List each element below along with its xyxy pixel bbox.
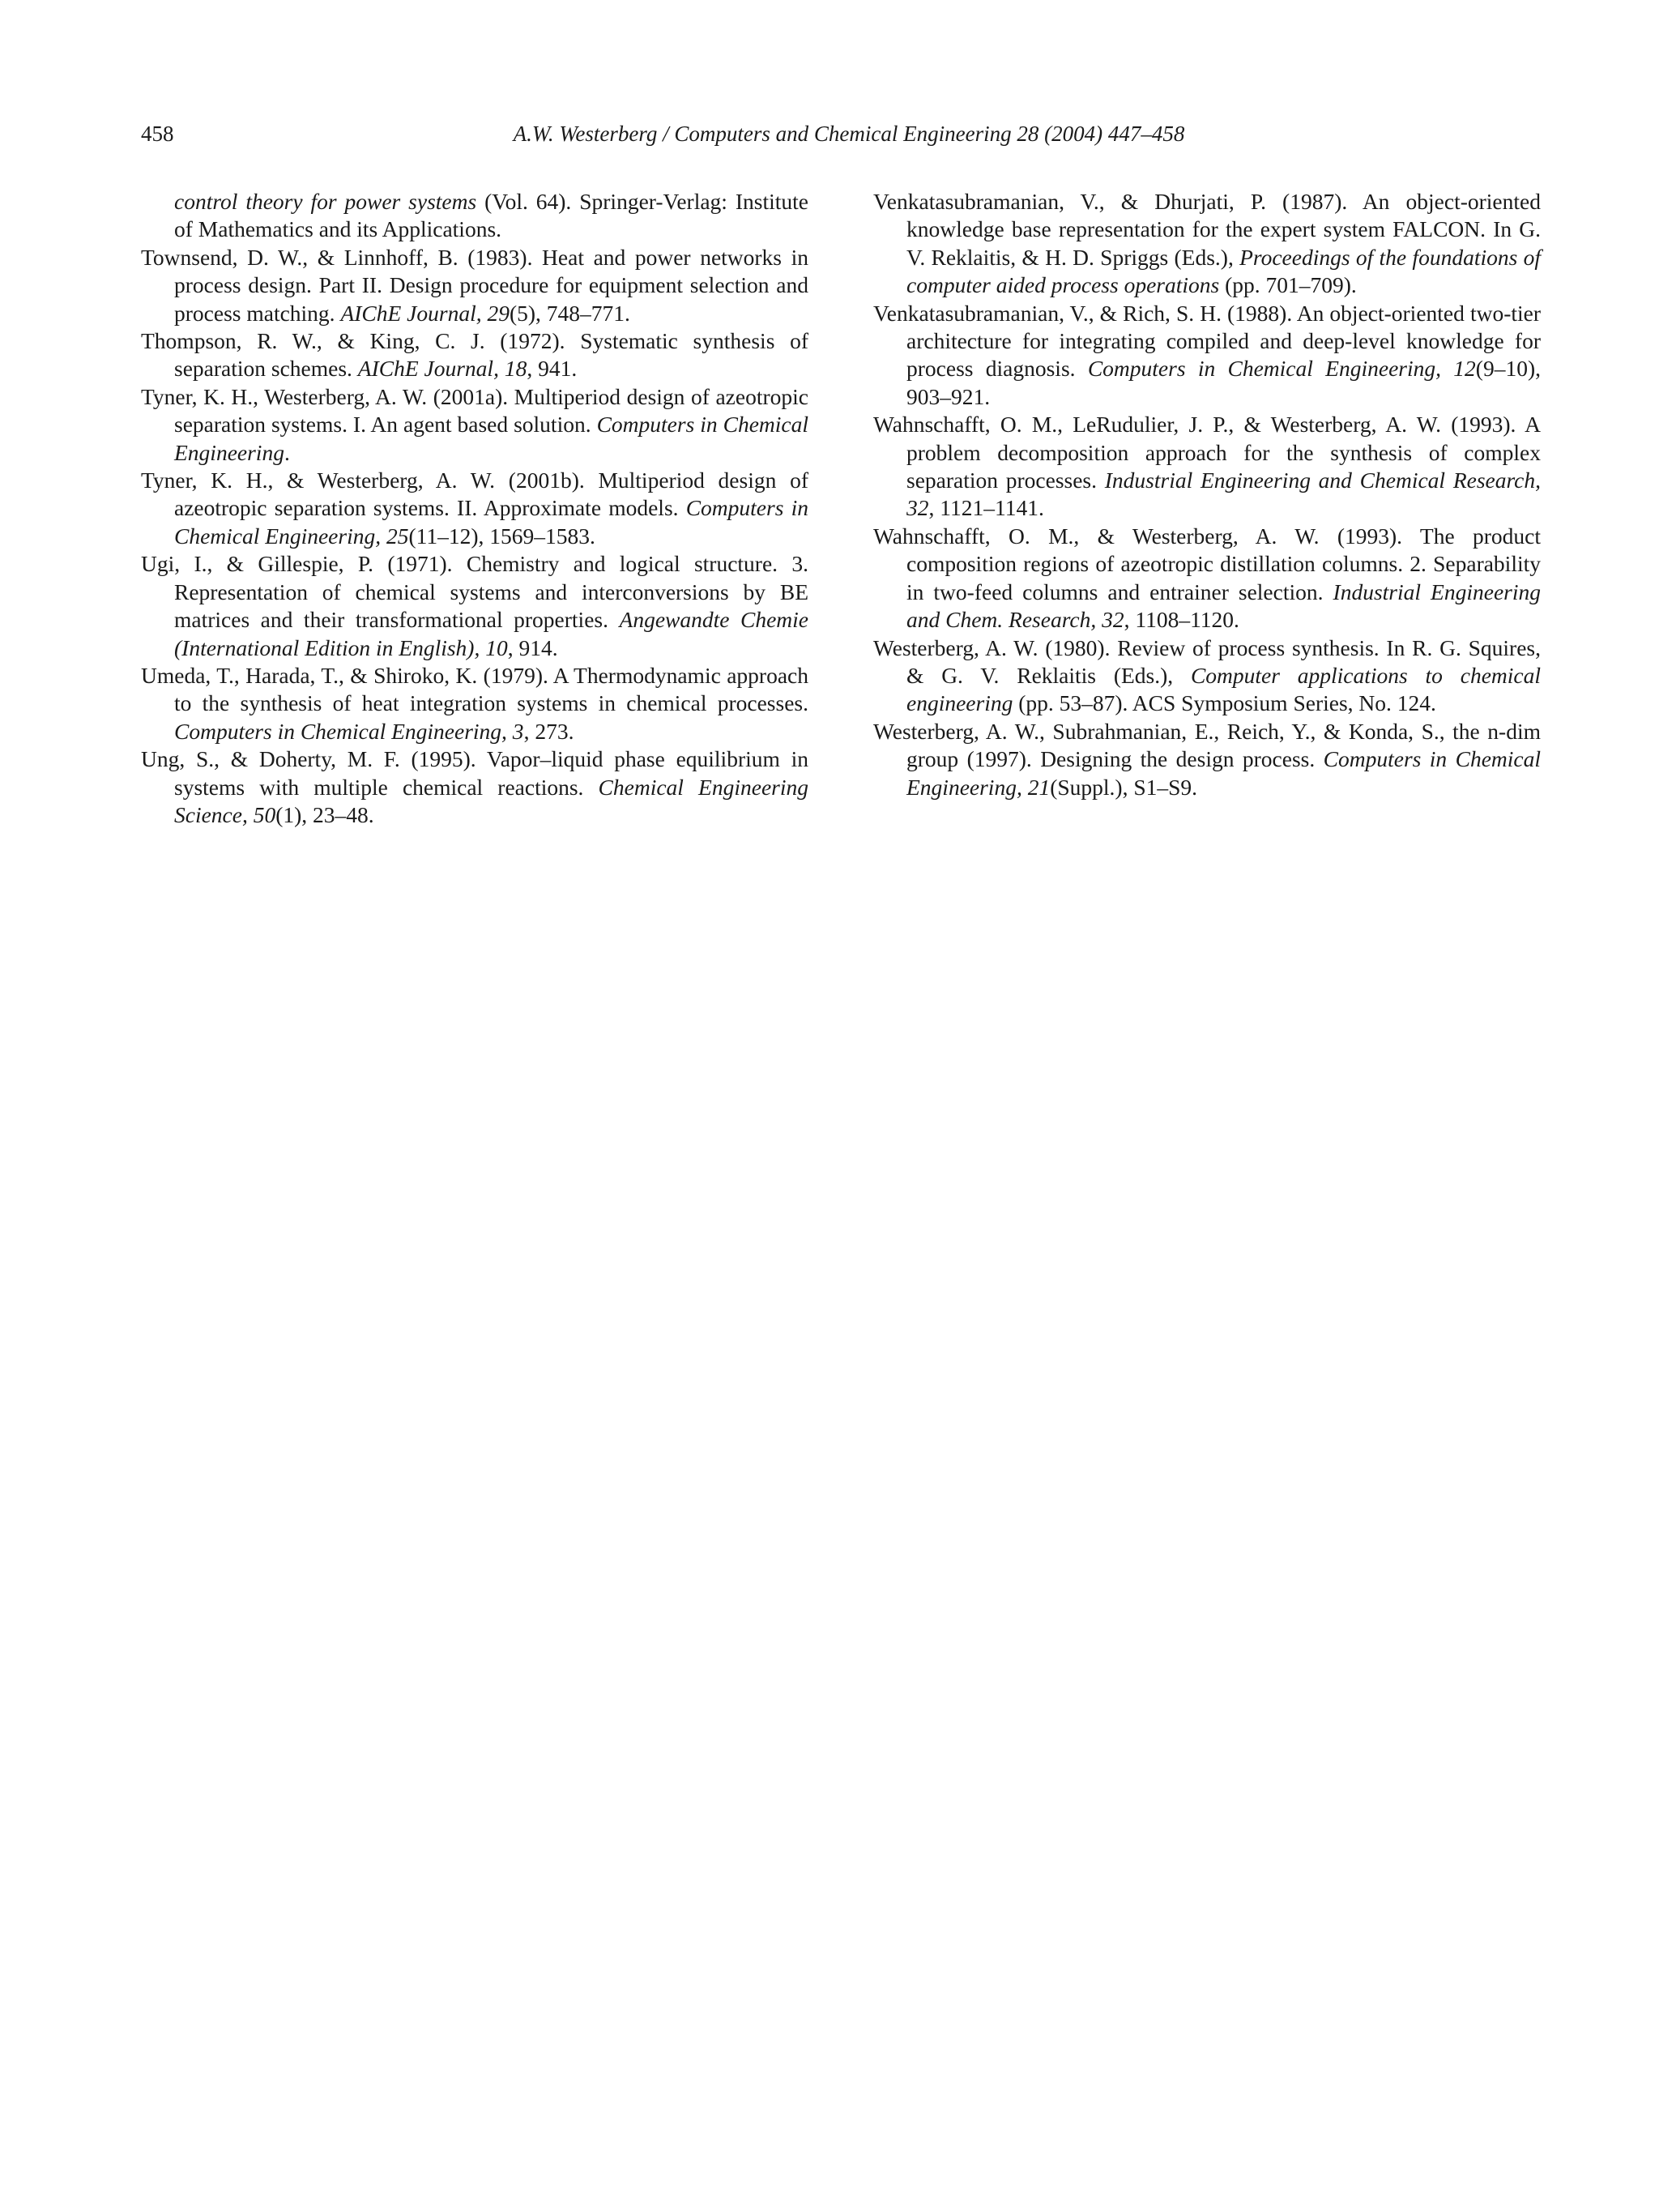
reference-continuation	[141, 188, 808, 244]
reference-text: Thompson, R. W., & King, C. J. (1972). Systematic synthesis of separation schemes.	[141, 328, 808, 382]
reference-text: (1), 23–48.	[275, 801, 374, 827]
references-right-column	[873, 188, 1541, 801]
reference-text: Westerberg, A. W., Subrahmanian, E., Reich, Y., & Konda, S., the n-dim group (1997). Designing the design process.	[873, 718, 1541, 772]
reference-italic-text: Computers in Chemical Engineering	[174, 412, 808, 465]
reference-text: Ugi, I., & Gillespie, P. (1971). Chemistry and logical structure. 3. Representation of chemical systems and interconversions by BE matrices and their transformational properties.	[141, 551, 808, 633]
running-title: A.W. Westerberg / Computers and Chemical Engineering 28 (2004) 447–458	[513, 122, 1185, 146]
reference-text: (5), 748–771.	[509, 300, 630, 326]
reference-entry	[141, 662, 808, 745]
page-header	[141, 122, 1541, 149]
reference-text: (11–12), 1569–1583.	[408, 523, 595, 549]
reference-italic-text: Computers in Chemical Engineering, 3	[174, 718, 524, 744]
reference-text: , 1121–1141.	[928, 495, 1044, 521]
reference-text: (Suppl.), S1–S9.	[1050, 774, 1198, 800]
reference-text: Ung, S., & Doherty, M. F. (1995). Vapor–liquid phase equilibrium in systems with multiple chemical reactions.	[141, 746, 808, 800]
reference-entry	[873, 523, 1541, 634]
reference-italic-text: AIChE Journal, 18	[357, 356, 527, 382]
reference-text: .	[284, 439, 290, 465]
references-left-column	[141, 188, 808, 829]
reference-italic-text: Proceedings of the foundations of computer aided process operations	[906, 244, 1541, 298]
reference-italic-text: control theory for power systems	[174, 189, 477, 214]
reference-italic-text: Industrial Engineering and Chem. Research, 32	[906, 579, 1541, 633]
reference-text: Tyner, K. H., & Westerberg, A. W. (2001b). Multiperiod design of azeotropic separation systems. II. Approximate models.	[141, 468, 808, 521]
reference-entry	[141, 745, 808, 829]
reference-entry	[873, 634, 1541, 718]
reference-entry	[873, 300, 1541, 412]
reference-text: , 914.	[507, 634, 558, 660]
reference-text: Westerberg, A. W. (1980). Review of process synthesis. In R. G. Squires, & G. V. Reklaitis (Eds.),	[873, 634, 1541, 688]
reference-italic-text: Computers in Chemical Engineering, 25	[174, 495, 809, 549]
reference-italic-text: Chemical Engineering Science, 50	[174, 774, 808, 827]
reference-text: Wahnschafft, O. M., LeRudulier, J. P., & Westerberg, A. W. (1993). A problem decomposition approach for the synthesis of complex separation processes.	[873, 412, 1541, 493]
reference-italic-text: AIChE Journal, 29	[340, 300, 510, 326]
reference-text: Umeda, T., Harada, T., & Shiroko, K. (1979). A Thermodynamic approach to the synthesis of heat integration systems in chemical processes.	[141, 662, 808, 716]
reference-entry	[141, 550, 808, 662]
reference-text: Wahnschafft, O. M., & Westerberg, A. W. (1993). The product composition regions of azeotropic distillation columns. 2. Separability in two-feed columns and entrainer selection.	[873, 523, 1541, 604]
reference-text: (pp. 701–709).	[1219, 272, 1357, 298]
reference-italic-text: Computers in Chemical Engineering, 21	[906, 746, 1541, 800]
reference-italic-text: Computers in Chemical Engineering, 12	[1087, 356, 1476, 382]
reference-entry	[141, 467, 808, 550]
reference-text: , 273.	[523, 718, 574, 744]
reference-entry	[141, 244, 808, 327]
reference-text: (Vol. 64). Springer-Verlag: Institute of Mathematics and its Applications.	[174, 189, 808, 242]
reference-entry	[873, 411, 1541, 523]
reference-text: (pp. 53–87). ACS Symposium Series, No. 124.	[1013, 690, 1436, 716]
reference-entry	[873, 188, 1541, 300]
reference-text: Venkatasubramanian, V., & Dhurjati, P. (1987). An object-oriented knowledge base representation for the expert system FALCON. In G. V. Reklaitis, & H. D. Spriggs (Eds.),	[873, 189, 1541, 270]
reference-text: Townsend, D. W., & Linnhoff, B. (1983). Heat and power networks in process design. Part II. Design procedure for equipment selection and process matching.	[141, 244, 808, 326]
reference-text: Tyner, K. H., Westerberg, A. W. (2001a). Multiperiod design of azeotropic separation systems. I. An agent based solution.	[141, 383, 808, 438]
reference-italic-text: Industrial Engineering and Chemical Research, 32	[906, 468, 1541, 521]
reference-text: (9–10), 903–921.	[906, 356, 1541, 409]
reference-text: Venkatasubramanian, V., & Rich, S. H. (1988). An object-oriented two-tier architecture for integrating compiled and deep-level knowledge for process diagnosis.	[873, 300, 1541, 382]
reference-text: , 1108–1120.	[1124, 607, 1239, 633]
reference-italic-text: Angewandte Chemie (International Edition in English), 10	[174, 607, 808, 660]
reference-entry	[141, 383, 808, 467]
page-number: 458	[141, 122, 174, 146]
reference-italic-text: Computer applications to chemical engineering	[906, 662, 1541, 716]
reference-text: , 941.	[527, 356, 578, 382]
reference-entry	[141, 327, 808, 383]
reference-entry	[873, 718, 1541, 801]
